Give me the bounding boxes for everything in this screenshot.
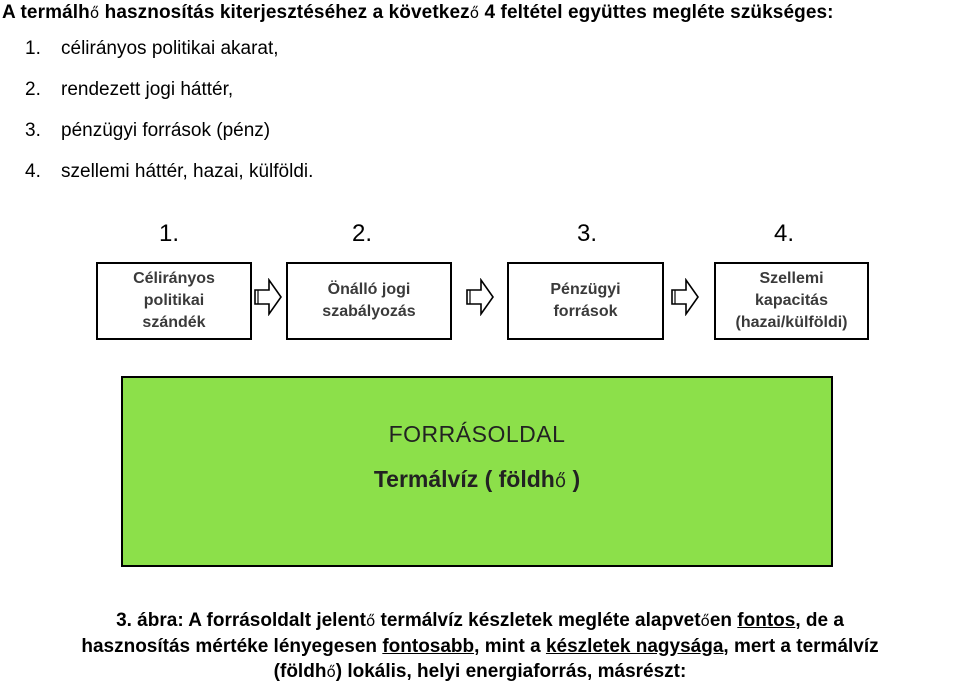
caption-underlined-text: készletek nagysága	[545, 636, 724, 657]
step-number-2: 2.	[351, 220, 372, 247]
caption-underlined-text: fontos	[737, 610, 796, 631]
requirement-text: rendezett jogi háttér,	[61, 79, 234, 100]
step-box-line: szándék	[142, 314, 206, 331]
heading-glyph-2: ő	[469, 4, 480, 22]
requirement-number: 2.	[25, 79, 41, 100]
requirements-list	[25, 38, 313, 202]
caption-line-2	[0, 634, 960, 659]
requirement-text: szellemi háttér, hazai, külföldi.	[61, 161, 314, 182]
step-box-line: Önálló jogi	[327, 281, 411, 298]
caption-text: termálvíz készletek megléte alapvet	[375, 610, 701, 631]
page-heading	[2, 2, 834, 24]
step-box-1	[96, 262, 252, 340]
right-arrow-icon	[466, 278, 494, 316]
caption-line-1	[0, 608, 960, 634]
heading-glyph-1: ő	[89, 4, 100, 22]
requirement-item	[25, 79, 313, 120]
caption-underlined-text: fontosabb,	[382, 636, 480, 657]
caption-text: (földh	[273, 661, 327, 682]
requirement-item	[25, 120, 313, 161]
requirement-item	[25, 161, 313, 202]
step-box-line: Szellemi	[759, 270, 824, 287]
caption-text: , de a	[795, 610, 844, 631]
step-box-4	[714, 262, 869, 340]
step-box-line: kapacitás	[755, 292, 828, 309]
caption-line-3	[0, 659, 960, 685]
panel-title: FORRÁSOLDAL	[388, 421, 566, 447]
heading-part-2: hasznosítás kiterjesztéséhez a következ	[99, 2, 470, 23]
step-number-3: 3.	[576, 220, 597, 247]
step-box-line: politikai	[143, 292, 205, 309]
caption-glyph: ő	[365, 612, 376, 630]
caption-text: en	[709, 610, 738, 631]
requirement-text: pénzügyi források (pénz)	[61, 120, 271, 141]
step-box-line: (hazai/külföldi)	[735, 314, 848, 331]
step-box-line: források	[553, 303, 618, 320]
requirement-number: 1.	[25, 38, 41, 59]
step-box-line: Célirányos	[133, 270, 215, 287]
right-arrow-icon	[254, 278, 282, 316]
caption-text: hasznosítás mértéke lényegesen	[81, 636, 383, 657]
caption-text: ) lokális, helyi energiaforrás, másrészt:	[335, 661, 687, 682]
step-box-2	[286, 262, 452, 340]
step-box-3	[507, 262, 664, 340]
resource-side-panel	[121, 376, 833, 567]
caption-text: , mert a termálvíz	[723, 636, 879, 657]
step-number-1: 1.	[158, 220, 179, 247]
right-arrow-icon	[671, 278, 699, 316]
requirement-number: 4.	[25, 161, 41, 182]
step-box-line: szabályozás	[322, 303, 416, 320]
caption-text: mint a	[479, 636, 546, 657]
step-box-line: Pénzügyi	[550, 281, 621, 298]
panel-subtitle-glyph: ő	[554, 471, 567, 492]
heading-part-1: A termálh	[2, 2, 90, 23]
panel-subtitle	[123, 466, 831, 493]
caption-text: 3. ábra: A forrásoldalt jelent	[116, 610, 366, 631]
caption-glyph: ő	[326, 663, 336, 681]
requirement-text: célirányos politikai akarat,	[61, 38, 279, 59]
requirement-number: 3.	[25, 120, 41, 141]
panel-subtitle-part-1: Termálvíz ( földh	[373, 466, 555, 492]
figure-caption	[0, 608, 960, 685]
requirement-item	[25, 38, 313, 79]
panel-subtitle-part-2: )	[566, 466, 581, 492]
caption-glyph: ő	[700, 612, 710, 630]
step-number-4: 4.	[773, 220, 794, 247]
heading-part-3: 4 feltétel együttes megléte szükséges:	[479, 2, 834, 23]
